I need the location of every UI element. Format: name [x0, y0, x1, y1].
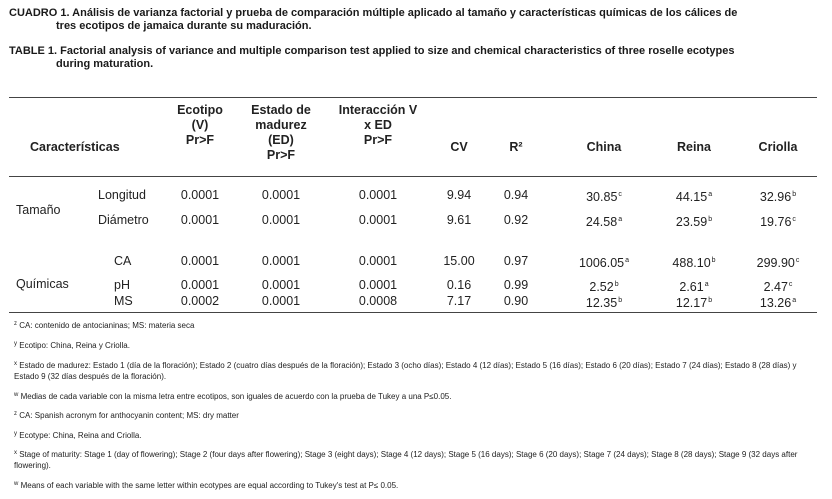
china-letter: b [614, 281, 619, 288]
cell-vxed: 0.0001 [358, 278, 398, 292]
header-estado-line2: madurez [255, 118, 307, 132]
group-label-chemical: Químicas [16, 277, 69, 291]
cell-v: 0.0001 [180, 188, 220, 202]
cell-cv: 7.17 [446, 294, 472, 308]
criolla-letter: b [792, 191, 797, 198]
cell-reina [658, 213, 730, 229]
row-label: MS [114, 294, 133, 308]
cell-vxed: 0.0008 [358, 294, 398, 308]
caption-en-line1: Factorial analysis of variance and multiple comparison test applied to size and chemical characteristics of three roselle ecotypes [60, 45, 735, 57]
china-value: 12.35 [585, 296, 618, 310]
header-r2: R² [509, 140, 523, 154]
cell-r2: 0.97 [503, 254, 529, 268]
china-value: 2.52 [589, 280, 614, 294]
cell-cv: 0.16 [446, 278, 472, 292]
reina-letter: a [708, 191, 713, 198]
footnote-mark: y [14, 431, 17, 437]
footnote [14, 339, 814, 351]
reina-letter: a [704, 281, 709, 288]
cell-criolla [742, 254, 814, 270]
cell-criolla [742, 278, 814, 294]
caption-es-line2: tres ecotipos de jamaica durante su maduración. [56, 20, 312, 32]
header-interaccion-line2: x ED [364, 118, 392, 132]
footnote [14, 479, 814, 491]
criolla-value: 19.76 [760, 215, 792, 229]
table-bottom-rule [9, 312, 817, 313]
cell-r2: 0.92 [503, 213, 529, 227]
cell-china [568, 213, 640, 229]
reina-letter: b [708, 297, 713, 304]
cell-cv: 15.00 [443, 254, 475, 268]
header-characteristics: Características [30, 140, 120, 154]
cell-vxed: 0.0001 [358, 188, 398, 202]
caption-en-line2: during maturation. [56, 58, 154, 70]
cell-ed: 0.0001 [261, 278, 301, 292]
footnote [14, 390, 814, 402]
cell-china [568, 294, 640, 310]
cell-r2: 0.90 [503, 294, 529, 308]
footnote-mark: z [14, 321, 17, 327]
row-label: CA [114, 254, 132, 268]
cell-r2: 0.99 [503, 278, 529, 292]
header-criolla: Criolla [758, 140, 798, 154]
cell-vxed: 0.0001 [358, 213, 398, 227]
cell-reina [658, 294, 730, 310]
header-ecotipo-line3: Pr>F [185, 133, 215, 147]
cell-china [568, 188, 640, 204]
footnote-text: Medias de cada variable con la misma letra entre ecotipos, son iguales de acuerdo con la prueba de Tukey a una P≤0.05. [20, 392, 452, 401]
cell-v: 0.0001 [180, 278, 220, 292]
reina-value: 2.61 [679, 280, 704, 294]
cell-reina [658, 254, 730, 270]
footnote-text: CA: Spanish acronym for anthocyanin content; MS: dry matter [19, 411, 239, 420]
cell-cv: 9.94 [446, 188, 472, 202]
footnote-text: Ecotype: China, Reina and Criolla. [19, 431, 142, 440]
caption-en-label: TABLE 1. [9, 45, 58, 57]
reina-letter: b [708, 216, 713, 223]
footnote-mark: x [14, 450, 17, 456]
header-ecotipo-line2: (V) [191, 118, 209, 132]
footnote [14, 359, 814, 382]
footnote-mark: z [14, 411, 17, 417]
cell-ed: 0.0001 [261, 213, 301, 227]
header-estado [240, 103, 322, 163]
header-interaccion-line1: Interacción V [338, 103, 418, 117]
reina-value: 44.15 [675, 190, 708, 204]
china-letter: a [618, 216, 623, 223]
cell-v: 0.0001 [180, 213, 220, 227]
cell-cv: 9.61 [446, 213, 472, 227]
header-china: China [586, 140, 622, 154]
criolla-letter: c [792, 216, 796, 223]
header-interaccion-line3: Pr>F [363, 133, 393, 147]
group-label-size: Tamaño [16, 203, 61, 217]
cell-vxed: 0.0001 [358, 254, 398, 268]
china-letter: b [618, 297, 623, 304]
cell-ed: 0.0001 [261, 188, 301, 202]
reina-value: 488.10 [672, 256, 711, 270]
criolla-value: 32.96 [759, 190, 792, 204]
china-value: 30.85 [586, 190, 618, 204]
cell-ed: 0.0001 [261, 294, 301, 308]
cell-china [568, 254, 640, 270]
caption-spanish [9, 7, 737, 33]
caption-english [9, 45, 734, 71]
reina-letter: b [711, 257, 716, 264]
china-value: 24.58 [585, 215, 618, 229]
criolla-letter: c [795, 257, 800, 264]
china-letter: c [618, 191, 622, 198]
cell-criolla [742, 294, 814, 310]
caption-es-label: CUADRO 1. [9, 7, 70, 19]
footnote-text: Ecotipo: China, Reina y Criolla. [19, 341, 130, 350]
criolla-letter: a [792, 297, 797, 304]
cell-r2: 0.94 [503, 188, 529, 202]
caption-es-line1: Análisis de varianza factorial y prueba de comparación múltiple aplicado al tamaño y características químicas de los cálices de [72, 7, 738, 19]
footnote-text: Means of each variable with the same letter within ecotypes are equal according to Tukey's test at P≤ 0.05. [20, 481, 399, 490]
footnote-mark: y [14, 341, 17, 347]
footnote [14, 409, 814, 421]
cell-reina [658, 188, 730, 204]
table-top-rule [9, 97, 817, 98]
criolla-letter: c [788, 281, 793, 288]
cell-criolla [742, 188, 814, 204]
header-ecotipo [162, 103, 238, 148]
header-reina: Reina [676, 140, 712, 154]
header-interaccion [325, 103, 431, 148]
footnote-text: Estado de madurez: Estado 1 (día de la floración); Estado 2 (cuatro días después de la floración); Estado 3 (ocho días); Estado 4 (12 días); Estado 5 (16 días); Estado 6 (20 días); Estado 7 (24 días); Estado 8 (28 días) y Estado 9 (32 días después de la floración). [14, 361, 797, 381]
row-label: Longitud [98, 188, 146, 202]
reina-value: 12.17 [675, 296, 708, 310]
row-label: pH [114, 278, 130, 292]
china-letter: a [625, 257, 630, 264]
reina-value: 23.59 [675, 215, 708, 229]
criolla-value: 2.47 [763, 280, 788, 294]
footnote-text: Stage of maturity: Stage 1 (day of flowering); Stage 2 (four days after flowering); Stage 3 (eight days); Stage 4 (12 days); Stage 5 (16 days); Stage 6 (20 days); Stage 7 (24 days); Stage 8 (28 days); Stage 9 (32 days after flowering). [14, 450, 798, 470]
header-ecotipo-line1: Ecotipo [177, 103, 223, 117]
footnote [14, 448, 814, 471]
table-header-rule [9, 176, 817, 177]
cell-criolla [742, 213, 814, 229]
footnote-mark: x [14, 361, 17, 367]
header-estado-line3: (ED) [268, 133, 294, 147]
cell-china [568, 278, 640, 294]
cell-reina [658, 278, 730, 294]
criolla-value: 299.90 [756, 256, 795, 270]
header-estado-line4: Pr>F [266, 148, 296, 162]
china-value: 1006.05 [578, 256, 625, 270]
row-label: Diámetro [98, 213, 149, 227]
footnote-mark: w [14, 481, 19, 487]
cell-v: 0.0002 [180, 294, 220, 308]
footnote [14, 319, 814, 331]
cell-ed: 0.0001 [261, 254, 301, 268]
footnote-text: CA: contenido de antocianinas; MS: materia seca [19, 321, 195, 330]
cell-v: 0.0001 [180, 254, 220, 268]
footnote-mark: w [14, 392, 19, 398]
footnote [14, 429, 814, 441]
criolla-value: 13.26 [759, 296, 792, 310]
header-cv: CV [450, 140, 468, 154]
header-estado-line1: Estado de [251, 103, 311, 117]
